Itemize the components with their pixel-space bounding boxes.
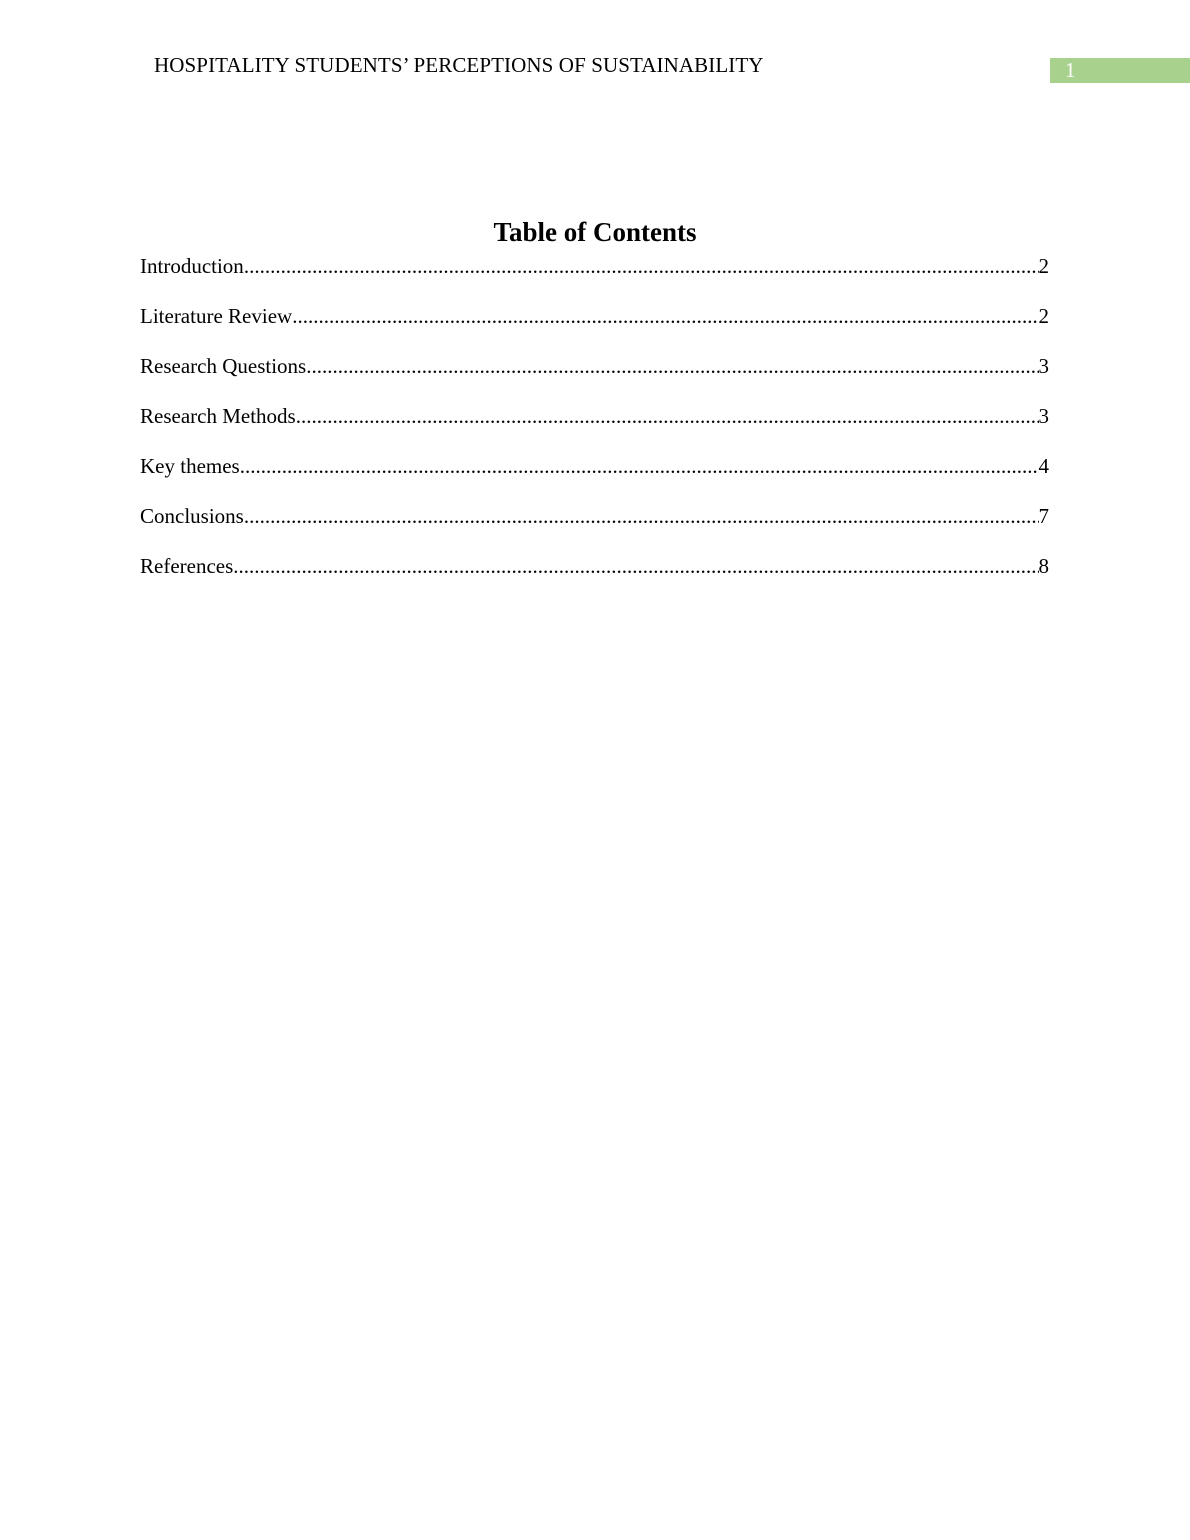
toc-leader-dots xyxy=(296,403,1039,429)
toc-leader-dots xyxy=(306,353,1038,379)
toc-leader-dots xyxy=(233,553,1038,579)
page-number: 1 xyxy=(1065,58,1076,82)
toc-entry-page: 7 xyxy=(1038,504,1049,528)
toc-leader-dots xyxy=(240,453,1039,479)
toc-entry-references[interactable] xyxy=(140,553,1049,603)
toc-entry-research-questions[interactable] xyxy=(140,353,1049,403)
toc-leader-dots xyxy=(244,253,1039,279)
toc-leader-dots xyxy=(292,303,1038,329)
toc-entry-page: 2 xyxy=(1038,254,1049,278)
toc-entry-literature-review[interactable] xyxy=(140,303,1049,353)
running-head: HOSPITALITY STUDENTS’ PERCEPTIONS OF SUSTAINABILITY xyxy=(154,53,764,77)
toc-entry-label: Key themes xyxy=(140,454,240,478)
toc-entry-page: 2 xyxy=(1038,304,1049,328)
toc-entry-label: Introduction xyxy=(140,254,244,278)
toc-list xyxy=(140,253,1049,603)
toc-entry-page: 8 xyxy=(1038,554,1049,578)
toc-entry-page: 3 xyxy=(1038,404,1049,428)
toc-entry-introduction[interactable] xyxy=(140,253,1049,303)
toc-entry-conclusions[interactable] xyxy=(140,503,1049,553)
toc-entry-page: 3 xyxy=(1038,354,1049,378)
toc-entry-label: Research Questions xyxy=(140,354,307,378)
toc-entry-label: References xyxy=(140,554,234,578)
toc-leader-dots xyxy=(244,503,1039,529)
toc-entry-key-themes[interactable] xyxy=(140,453,1049,503)
toc-entry-page: 4 xyxy=(1038,454,1049,478)
toc-entry-research-methods[interactable] xyxy=(140,403,1049,453)
toc-title: Table of Contents xyxy=(493,217,697,247)
toc-entry-label: Conclusions xyxy=(140,504,244,528)
toc-entry-label: Research Methods xyxy=(140,404,296,428)
toc-entry-label: Literature Review xyxy=(140,304,293,328)
page-number-box xyxy=(1050,58,1190,83)
